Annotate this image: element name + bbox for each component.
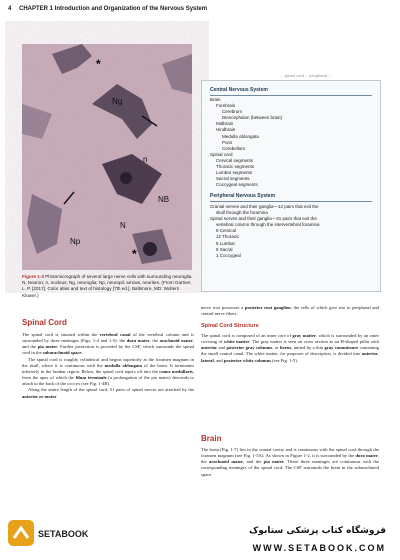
bold-term: anterior — [201, 345, 218, 351]
bold-term: vertebral canal — [99, 332, 131, 337]
pns-list-item: Cranial nerves and their ganglia—12 pairs that exit the — [210, 204, 319, 209]
bold-term: anterior — [361, 351, 378, 357]
cns-list-item: Cervical segments — [216, 157, 254, 163]
bold-term: filum terminale — [75, 375, 107, 381]
table-faded-header: ... spinal cord ... peripheral ... — [280, 73, 332, 78]
text-run: , the — [201, 453, 379, 465]
bold-term: subarachnoid space — [42, 350, 82, 356]
pns-list-item: 5 Lumbar — [216, 240, 236, 246]
pns-list-item: 8 Cervical — [216, 228, 237, 234]
heading-brain: Brain — [201, 434, 222, 443]
bold-term: pia mater — [263, 459, 284, 465]
text-run: . Further protection is provided by the CSF, which surrounds the spinal cord in the — [22, 344, 194, 356]
pns-list-item: Spinal nerves and their ganglia—31 pairs that exit the — [210, 216, 317, 222]
bold-term: dura mater — [126, 338, 150, 344]
text-run: Along the entire length of the spinal cord, 31 pairs of spinal nerves are attached by the — [28, 387, 194, 393]
figure-caption-text: Photomicrograph of several large nerve cells with surrounding neuroglia. N, Neuron; n, nucleus; Ng, neuroglia; Np, neuropil; arrows, neurites. (From Gartner, L. P. [2017]. Color atlas and text of histology [7th ed.]. Baltimore, MD: Wolters Kluwer.) — [22, 274, 193, 298]
store-url[interactable]: WWW.SETABOOK.COM — [252, 543, 386, 553]
cns-list — [210, 97, 374, 188]
spinal-cord-paragraph-3 — [22, 387, 194, 399]
text-run: . The gray matter is seen on cross section as an H-shaped pillar with — [249, 339, 379, 345]
text-run: , and the — [22, 338, 195, 350]
pns-rule — [210, 201, 372, 202]
text-run: , united by a thin — [291, 345, 325, 351]
bold-term: pia mater — [37, 344, 58, 350]
figure-caption-label: Figure 1-3 — [22, 274, 44, 279]
page-number: 4 — [8, 6, 12, 12]
spinal-cord-paragraph-1 — [22, 332, 194, 357]
cns-list-item: Midbrain — [216, 121, 234, 127]
pns-list-item: 5 Sacral — [216, 246, 233, 252]
fig-label-np: Np — [70, 237, 81, 246]
bold-term: medulla oblongata — [104, 362, 142, 368]
pns-list — [210, 204, 374, 259]
spinal-cord-text — [22, 332, 194, 400]
text-run: , or — [272, 345, 280, 351]
bold-term: arachnoid mater — [209, 459, 244, 465]
bold-term: conus medullaris — [159, 368, 193, 374]
figure-photomicrograph — [22, 44, 192, 270]
bold-term: posterior white columns — [223, 357, 271, 363]
pns-list-item: 12 Thoracic — [216, 234, 240, 240]
cns-list-item: Pons — [222, 139, 233, 145]
store-name-persian: فروشگاه کتاب پزشکی ستابوک — [249, 526, 386, 536]
cns-title: Central Nervous System — [210, 87, 268, 93]
cns-list-item: Brain — [210, 97, 221, 102]
bold-term: posterior gray columns — [226, 345, 273, 351]
cns-list-item: Cerebellum — [222, 145, 246, 151]
pns-list-item: 1 Coccygeal — [216, 252, 241, 258]
bold-term: gray matter — [292, 333, 317, 338]
bold-term: dura mater — [355, 453, 378, 459]
text-run: , and the — [243, 459, 264, 465]
page-header — [8, 6, 207, 12]
text-run: (see Fig. 1-5). — [270, 357, 298, 363]
text-run: . — [81, 350, 83, 356]
bold-term: horns — [280, 345, 292, 351]
bold-term: posterior root ganglion — [244, 305, 291, 310]
text-run: containing the small central canal. The white matter, for purposes of description, is divided into — [201, 345, 380, 357]
heading-spinal-cord-structure: Spinal Cord Structure — [201, 323, 259, 329]
text-run: nerve root possesses a — [201, 305, 245, 310]
text-run: . These three meninges are continuous with the corresponding meninges of the spinal cord. The CSF surrounds the brain in the subarachnoid space. — [201, 459, 380, 477]
text-run: and — [217, 345, 227, 351]
pns-list-item: vertebral column through the intervertebral foramina — [216, 222, 320, 228]
fig-label-star: * — [96, 57, 101, 71]
cns-list-item: Forebrain — [216, 103, 236, 109]
text-run: (a prolongation of the pia mater) descends to attach to the back of the coccyx (see Fig. 1-4B). — [22, 375, 194, 387]
text-run: of the brain. It terminates inferiorly in the lumbar region. Below, the spinal cord tapers off into the — [22, 362, 194, 374]
text-run: The spinal cord is roughly cylindrical and begins superiorly at the foramen magnum in the skull, where it is continuous with the — [22, 356, 194, 368]
micrograph-image — [22, 44, 192, 270]
brain-paragraph — [201, 447, 379, 478]
pns-title: Peripheral Nervous System — [210, 193, 276, 199]
spinal-cord-paragraph-2 — [22, 357, 194, 388]
bold-term: gray commissure — [324, 345, 359, 351]
text-run: of the vertebral column and is surrounded by three meninges (Figs. 1-4 and 1-5): the — [22, 332, 194, 344]
text-run: The spinal cord is composed of an inner core of — [201, 333, 293, 338]
chapter-title: CHAPTER 1 Introduction and Organization of the Nervous System — [19, 6, 208, 12]
fig-label-n: N — [120, 221, 126, 230]
setabook-logo — [8, 520, 89, 550]
bold-term: arachnoid mater — [159, 338, 193, 344]
text-run: , which is surrounded by an outer covering of — [201, 333, 379, 345]
cns-list-item: Coccygeal segments — [216, 182, 258, 188]
cns-list-item: Thoracic segments — [216, 164, 255, 170]
text-run: , the cells of which give rise to peripheral and central nerve fibers. — [201, 305, 379, 317]
cns-list-item: Hindbrain — [216, 127, 236, 133]
cns-list-item: Medulla oblongata — [222, 133, 259, 139]
cns-list-item: Lumbar segments — [216, 170, 253, 176]
posterior-root-paragraph — [201, 305, 379, 317]
fig-label-nb: NB — [158, 195, 170, 204]
text-run: The spinal cord is situated within the — [22, 332, 100, 337]
text-run: The brain (Fig. 1-7) lies in the cranial cavity and is continuous with the spinal cord through the foramen magnum (see Fig. 1-5A). As shown in Figure 1-2, it is surrounded by the — [201, 447, 379, 459]
pns-list-item: skull through the foramina — [216, 210, 268, 216]
store-banner — [0, 512, 400, 560]
text-run: , from the apex of which the — [22, 368, 195, 381]
cns-list-item: Sacral segments — [216, 176, 250, 182]
fig-label-ng: Ng — [112, 97, 123, 106]
fig-label-star-2: * — [132, 247, 137, 261]
logo-wordmark: SETABOOK — [38, 529, 89, 539]
nervous-system-table — [201, 73, 381, 292]
bold-term: white matter — [223, 339, 250, 345]
bold-term: anterior or motor — [22, 393, 57, 399]
cns-list-item: Cerebrum — [222, 109, 243, 115]
text-run: , and — [213, 357, 224, 363]
cns-list-item: Diencephalon (between brain) — [222, 115, 283, 121]
figure-caption — [22, 274, 194, 299]
bold-term: lateral — [201, 357, 214, 363]
text-run: , the — [149, 338, 160, 344]
heading-spinal-cord: Spinal Cord — [22, 318, 67, 327]
fig-label-n-small: n — [143, 155, 148, 164]
cns-rule — [210, 95, 372, 96]
spinal-cord-structure-paragraph — [201, 333, 379, 364]
cns-list-item: Spinal cord — [210, 151, 233, 157]
text-run: , — [377, 351, 379, 357]
